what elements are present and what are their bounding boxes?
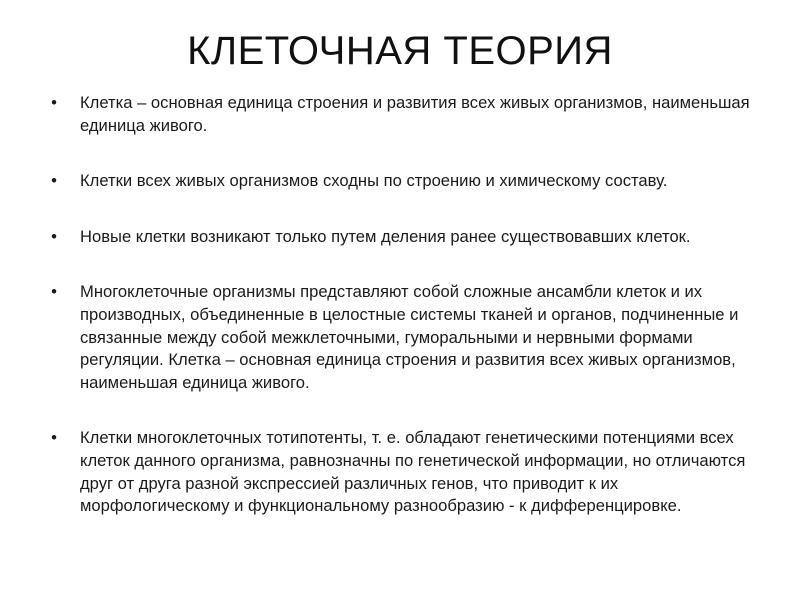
bullet-marker: • bbox=[51, 226, 57, 246]
bullet-list bbox=[48, 92, 760, 518]
bullet-item bbox=[48, 226, 760, 249]
bullet-text: Новые клетки возникают только путем деления ранее существовавших клеток. bbox=[80, 226, 691, 246]
bullet-item bbox=[48, 170, 760, 193]
bullet-item bbox=[48, 281, 760, 394]
bullet-marker: • bbox=[51, 282, 57, 302]
bullet-text: Клетки многоклеточных тотипотенты, т. е. обладают генетическими потенциями всех клеток данного организма, равнозначны по генетической информации, но отличаются друг от друга разной экспрессией различных генов, что приводит к их морфологическому и функциональному разнообразию - к дифференцировке. bbox=[80, 428, 746, 516]
bullet-text: Клетки всех живых организмов сходны по строению и химическому составу. bbox=[80, 171, 668, 191]
bullet-marker: • bbox=[51, 93, 57, 112]
bullet-item bbox=[48, 427, 760, 517]
bullet-marker: • bbox=[51, 428, 57, 448]
bullet-item bbox=[48, 92, 760, 137]
slide-title: КЛЕТОЧНАЯ ТЕОРИЯ bbox=[187, 29, 613, 73]
bullet-text: Клетка – основная единица строения и развития всех живых организмов, наименьшая единица живого. bbox=[80, 93, 750, 135]
bullet-text: Многоклеточные организмы представляют собой сложные ансамбли клеток и их производных, объединенные в целостные системы тканей и органов, подчиненные и связанные между собой межклеточными, гуморальными и нервными формами регуляции. Клетка – основная единица строения и развития всех живых организмов, наименьшая единица живого. bbox=[80, 282, 739, 392]
bullet-marker: • bbox=[51, 171, 57, 191]
